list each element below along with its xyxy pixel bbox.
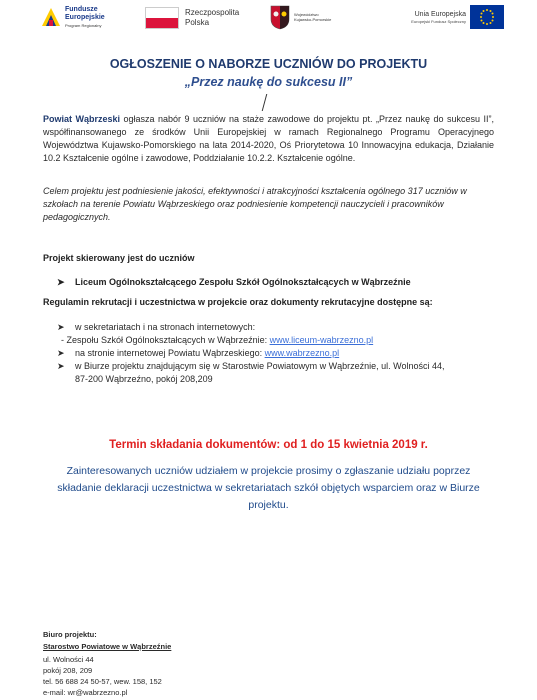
logo-fundusze-europejskie	[40, 4, 118, 34]
ue-line1: Unia Europejska	[414, 11, 466, 18]
fe-sub: Program Regionalny	[65, 23, 102, 28]
target-heading: Projekt skierowany jest do uczniów	[43, 253, 195, 263]
documents-item-1-text: w sekretariatach i na stronach internetowych:	[75, 322, 256, 332]
powiat-link[interactable]: www.wabrzezno.pl	[264, 348, 340, 358]
intro-paragraph	[43, 113, 494, 165]
polish-flag-icon	[145, 7, 179, 29]
documents-item-1	[57, 321, 497, 334]
documents-item-4	[57, 360, 497, 373]
ue-sub: Europejski Fundusz Społeczny	[411, 19, 466, 24]
voivodeship-shield-icon	[270, 5, 290, 30]
project-name: „Przez naukę do sukcesu II”	[184, 75, 353, 89]
pl-line2: Polska	[185, 18, 210, 27]
fe-line2: Europejskie	[65, 14, 105, 21]
deadline-text: Termin składania dokumentów: od 1 do 15 kwietnia 2019 r.	[109, 439, 428, 451]
office-heading: Biuro projektu:	[43, 630, 97, 639]
office-email: e-mail: wr@wabrzezno.pl	[43, 688, 128, 697]
target-school: Liceum Ogólnokształcącego Zespołu Szkół Ogólnokształcących w Wąbrzeźnie	[75, 277, 411, 287]
kp-line1: Województwo	[294, 12, 319, 17]
intro-text: ogłasza nabór 9 uczniów na staże zawodowe do projektu pt. „Przez naukę do sukcesu II”, współfinansowanego ze środków Unii Europejskiej w ramach Regionalnego Programu Operacyjnego Województwa Kujawsko-Pomorskiego na lata 2014-2020, Oś Priorytetowa 10 Innowacyjna edukacja, Działanie 10.2 Kształcenie ogólne i zawodowe, Poddziałanie 10.2.2. Kształcenie ogólne.	[43, 114, 494, 163]
logo-rzeczpospolita-polska	[145, 5, 265, 35]
kp-line2: Kujawsko-Pomorskie	[294, 17, 332, 22]
invitation-text: Zainteresowanych uczniów udziałem w projekcie prosimy o zgłaszanie udziału poprzez składanie deklaracji uczestnictwa w sekretariatach szkół objętych wsparciem oraz w Biurze projektu.	[57, 465, 480, 511]
office-room: pokój 208, 209	[43, 666, 93, 675]
fe-line1: Fundusze	[65, 6, 98, 13]
arrow-bullet-icon: ➤	[57, 348, 65, 358]
documents-item-2	[61, 334, 501, 347]
intro-org: Powiat Wąbrzeski	[43, 114, 121, 124]
target-school-item	[57, 277, 411, 288]
liceum-link[interactable]: www.liceum-wabrzezno.pl	[269, 335, 374, 345]
documents-item-2-text: - Zespołu Szkół Ogólnokształcących w Wąbrzeźnie:	[61, 335, 270, 345]
office-street: ul. Wolności 44	[43, 655, 94, 664]
fundusze-europejskie-icon	[40, 6, 62, 28]
arrow-bullet-icon: ➤	[57, 322, 65, 332]
documents-item-3	[57, 347, 497, 360]
eu-flag-icon	[470, 5, 504, 29]
office-phone: tel. 56 688 24 50-57, wew. 158, 152	[43, 677, 162, 686]
logo-unia-europejska	[386, 5, 496, 35]
pl-line1: Rzeczpospolita	[185, 8, 240, 17]
documents-item-3-text: na stronie internetowej Powiatu Wąbrzeskiego:	[75, 348, 265, 358]
text-cursor	[262, 94, 268, 111]
office-name: Starostwo Powiatowe w Wąbrzeźnie	[43, 642, 172, 651]
documents-item-4-cont: 87-200 Wąbrzeźno, pokój 208,209	[75, 374, 213, 384]
documents-heading: Regulamin rekrutacji i uczestnictwa w projekcie oraz dokumenty rekrutacyjne dostępne są:	[43, 297, 433, 307]
documents-item-4-text: w Biurze projektu znajdującym się w Starostwie Powiatowym w Wąbrzeźnie, ul. Wolności 44,	[75, 361, 445, 371]
logo-kujawsko-pomorskie	[270, 5, 360, 35]
arrow-bullet-icon: ➤	[57, 361, 65, 371]
page-title: OGŁOSZENIE O NABORZE UCZNIÓW DO PROJEKTU	[109, 57, 428, 71]
goal-paragraph: Celem projektu jest podniesienie jakości, efektywności i atrakcyjności kształcenia ogólnego 317 uczniów w szkołach na terenie Powiatu Wąbrzeskiego oraz podniesienie kompetencji nauczycieli i pracowników pedagogicznych.	[43, 186, 467, 222]
arrow-bullet-icon: ➤	[57, 277, 65, 287]
